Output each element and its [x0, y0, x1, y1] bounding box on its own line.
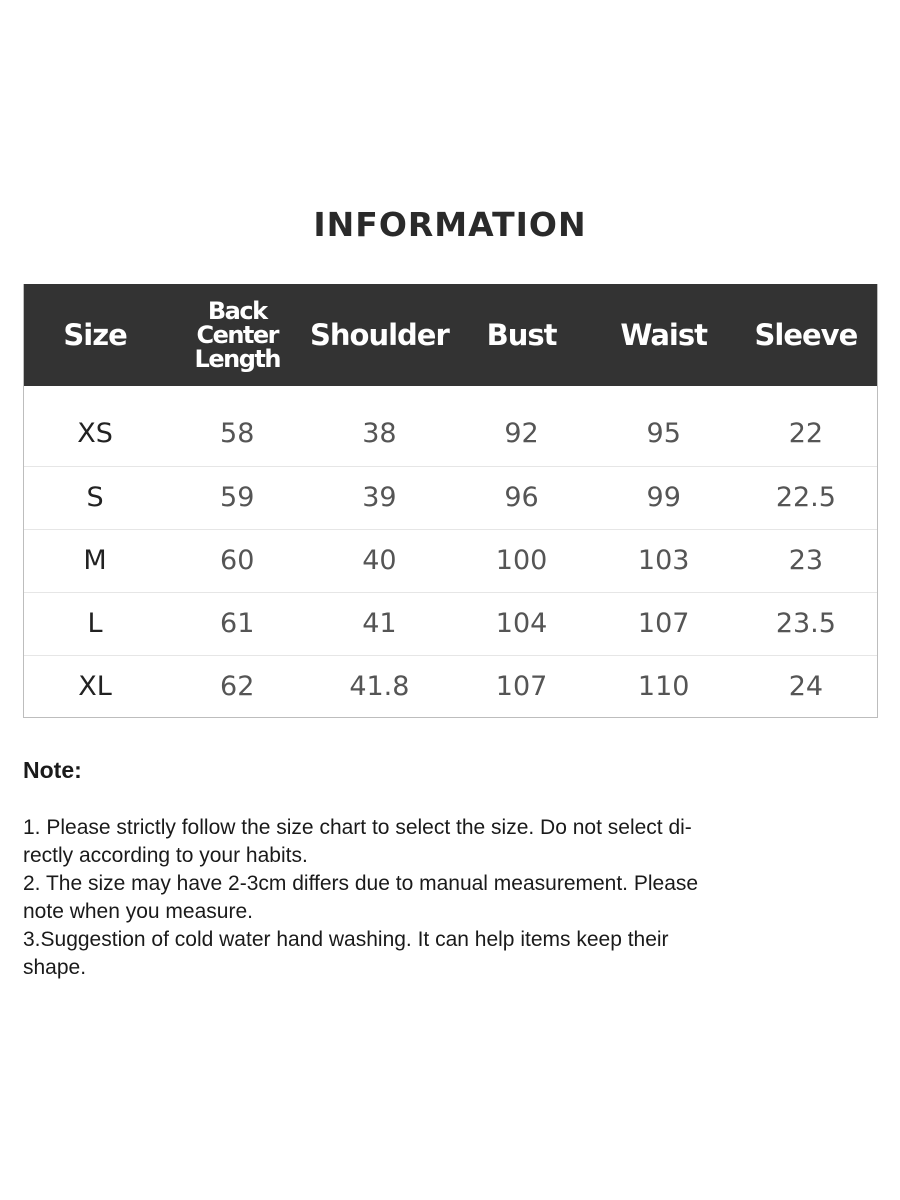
table-row — [24, 386, 877, 466]
table-cell-size: M — [24, 529, 166, 592]
table-cell-bust: 96 — [450, 466, 592, 529]
table-cell-back-center-length: 61 — [166, 592, 308, 655]
table-row — [24, 466, 877, 529]
table-cell-sleeve: 24 — [735, 655, 877, 718]
note-title: Note: — [23, 757, 82, 783]
table-cell-size: S — [24, 466, 166, 529]
size-table — [24, 284, 877, 718]
header-bust: Bust — [486, 318, 557, 352]
size-chart — [23, 284, 878, 718]
table-row — [24, 529, 877, 592]
table-cell-size: L — [24, 592, 166, 655]
table-cell-shoulder: 40 — [308, 529, 450, 592]
header-back-center-length-line1: Back Center Length — [194, 297, 280, 373]
table-cell-waist: 99 — [593, 466, 735, 529]
table-cell-bust: 104 — [450, 592, 592, 655]
page-title: INFORMATION — [313, 205, 587, 244]
note-item: 1. Please strictly follow the size chart to select the size. Do not select di- rectly according to your habits. — [23, 816, 692, 867]
header-waist: Waist — [620, 318, 707, 352]
table-cell-shoulder: 38 — [362, 418, 397, 450]
table-cell-sleeve: 22 — [788, 418, 824, 450]
table-cell-bust: 92 — [504, 418, 539, 450]
table-cell-bust: 100 — [450, 529, 592, 592]
note-list — [23, 814, 853, 982]
table-cell-back-center-length: 60 — [166, 529, 308, 592]
table-cell-bust: 107 — [450, 655, 592, 718]
table-cell-waist: 103 — [593, 529, 735, 592]
table-row — [24, 592, 877, 655]
table-cell-shoulder: 41 — [308, 592, 450, 655]
table-cell-size: XS — [77, 418, 113, 450]
table-cell-sleeve: 22.5 — [735, 466, 877, 529]
table-cell-waist: 110 — [593, 655, 735, 718]
table-row — [24, 655, 877, 718]
header-back-center-length — [166, 284, 308, 386]
table-cell-waist: 95 — [646, 418, 681, 450]
table-cell-waist: 107 — [593, 592, 735, 655]
table-cell-back-center-length: 58 — [220, 418, 255, 450]
table-cell-shoulder: 41.8 — [308, 655, 450, 718]
table-cell-sleeve: 23 — [735, 529, 877, 592]
note-item: 3.Suggestion of cold water hand washing. It can help items keep their shape. — [23, 928, 669, 979]
header-sleeve: Sleeve — [754, 318, 858, 352]
table-cell-shoulder: 39 — [308, 466, 450, 529]
table-header-row — [24, 284, 877, 386]
table-cell-sleeve: 23.5 — [735, 592, 877, 655]
note-item: 2. The size may have 2-3cm differs due to manual measurement. Please note when you measure. — [23, 872, 699, 923]
table-cell-back-center-length: 59 — [166, 466, 308, 529]
table-cell-back-center-length: 62 — [166, 655, 308, 718]
header-shoulder: Shoulder — [310, 318, 449, 352]
header-size: Size — [63, 318, 127, 352]
table-cell-size: XL — [24, 655, 166, 718]
